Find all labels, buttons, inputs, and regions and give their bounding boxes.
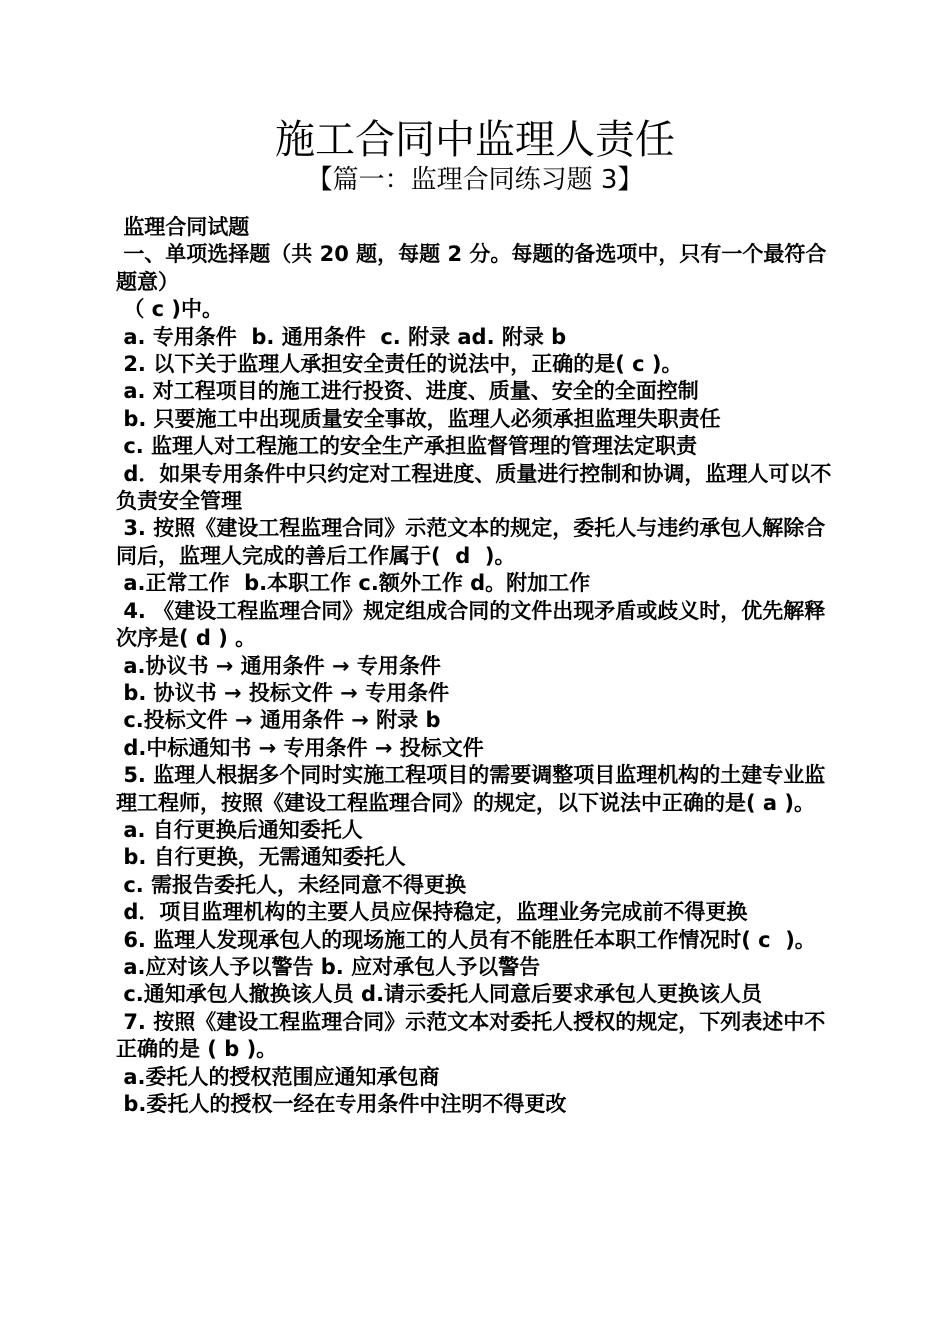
question-3-stem: 3. 按照《建设工程监理合同》示范文本的规定，委托人与违约承包人解除合同后，监理人完成的善后工作属于( d )。	[116, 516, 826, 568]
document-subtitle: 【篇一：监理合同练习题 3】	[306, 165, 644, 195]
question-5-option-b: b. 自行更换，无需通知委托人	[116, 845, 406, 870]
question-4-option-c: c.投标文件 → 通用条件 → 附录 b	[116, 708, 441, 733]
section-instructions: 一、单项选择题（共 20 题，每题 2 分。每题的备选项中，只有一个最符合题意）	[116, 242, 827, 294]
question-7-stem: 7. 按照《建设工程监理合同》示范文本对委托人授权的规定，下列表述中不正确的是 ( b )。	[116, 1009, 826, 1062]
question-4-option-a: a.协议书 → 通用条件 → 专用条件	[116, 653, 441, 678]
question-7-option-a: a.委托人的授权范围应通知承包商	[116, 1064, 440, 1089]
question-7-option-b: b.委托人的授权一经在专用条件中注明不得更改	[116, 1092, 567, 1116]
question-3-options: a.正常工作 b.本职工作 c.额外工作 d。附加工作	[116, 571, 591, 596]
question-4-option-d: d.中标通知书 → 专用条件 → 投标文件	[116, 735, 484, 760]
question-2-option-b: b. 只要施工中出现质量安全事故，监理人必须承担监理失职责任	[116, 406, 721, 431]
section-heading: 监理合同试题	[116, 215, 250, 239]
question-1-stem: （ c )中。	[116, 297, 223, 322]
document-body	[116, 214, 836, 1118]
question-4-option-b: b. 协议书 → 投标文件 → 专用条件	[116, 680, 450, 705]
document-title: 施工合同中监理人责任	[275, 117, 675, 163]
question-1-options: a. 专用条件 b. 通用条件 c. 附录 ad. 附录 b	[116, 324, 567, 349]
question-5-option-c: c. 需报告委托人，未经同意不得更换	[116, 872, 467, 897]
question-2-option-c: c. 监理人对工程施工的安全生产承担监督管理的管理法定职责	[116, 434, 698, 459]
question-5-stem: 5. 监理人根据多个同时实施工程项目的需要调整项目监理机构的土建专业监理工程师，按照《建设工程监理合同》的规定，以下说法中正确的是( a )。	[116, 763, 826, 815]
question-5-option-d: d．项目监理机构的主要人员应保持稳定，监理业务完成前不得更换	[116, 900, 748, 925]
question-6-options-ab: a.应对该人予以警告 b. 应对承包人予以警告	[116, 954, 541, 979]
question-5-option-a: a. 自行更换后通知委托人	[116, 817, 363, 842]
question-2-option-d: d．如果专用条件中只约定对工程进度、质量进行控制和协调，监理人可以不负责安全管理	[116, 461, 832, 514]
question-2-stem: 2. 以下关于监理人承担安全责任的说法中，正确的是( c )。	[116, 352, 683, 377]
question-2-option-a: a. 对工程项目的施工进行投资、进度、质量、安全的全面控制	[116, 379, 699, 404]
question-4-stem: 4. 《建设工程监理合同》规定组成合同的文件出现矛盾或歧义时，优先解释次序是( d ) 。	[116, 598, 826, 651]
question-6-options-cd: c.通知承包人撤换该人员 d.请示委托人同意后要求承包人更换该人员	[116, 982, 763, 1007]
question-6-stem: 6. 监理人发现承包人的现场施工的人员有不能胜任本职工作情况时( c )。	[116, 927, 816, 952]
